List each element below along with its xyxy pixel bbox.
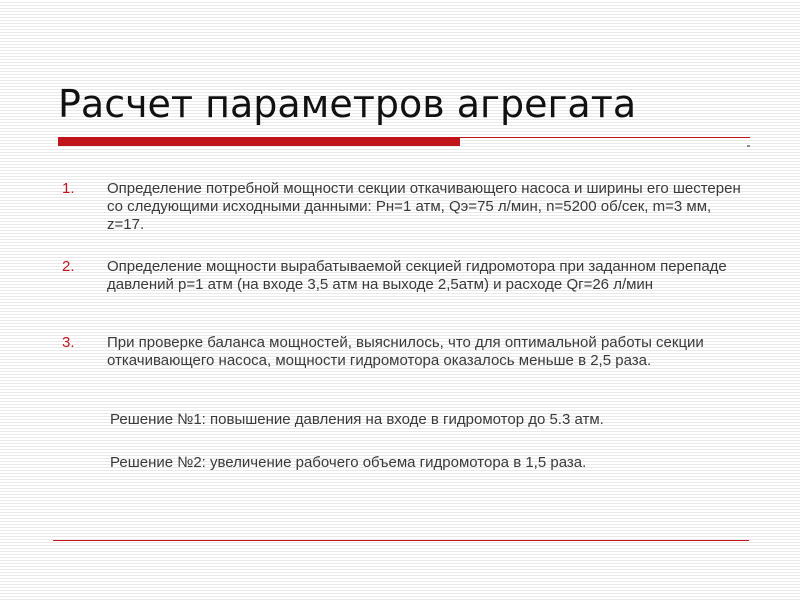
list-item-number: 2. bbox=[62, 258, 75, 275]
solution-1: Решение №1: повышение давления на входе в гидромотор до 5.3 атм. bbox=[110, 411, 604, 428]
list-item-text: При проверке баланса мощностей, выяснилось, что для оптимальной работы секции откачивающего насоса, мощности гидромотора оказалось меньше в 2,5 раза. bbox=[107, 334, 704, 369]
list-item-text: Определение потребной мощности секции откачивающего насоса и ширины его шестерен со следующими исходными данными: Рн=1 атм, Qэ=75 л/мин, n=5200 об/сек, m=3 мм, z=17. bbox=[107, 180, 741, 233]
bottom-divider bbox=[53, 540, 749, 541]
list-item-text: Определение мощности вырабатываемой секцией гидромотора при заданном перепаде давлений р=1 атм (на входе 3,5 атм на выходе 2,5атм) и расходе Qг=26 л/мин bbox=[107, 258, 727, 293]
list-item-number: 3. bbox=[62, 334, 75, 351]
solution-2: Решение №2: увеличение рабочего объема гидромотора в 1,5 раза. bbox=[110, 454, 587, 471]
slide-title: Расчет параметров агрегата bbox=[58, 82, 637, 126]
list-item-number: 1. bbox=[62, 180, 75, 197]
